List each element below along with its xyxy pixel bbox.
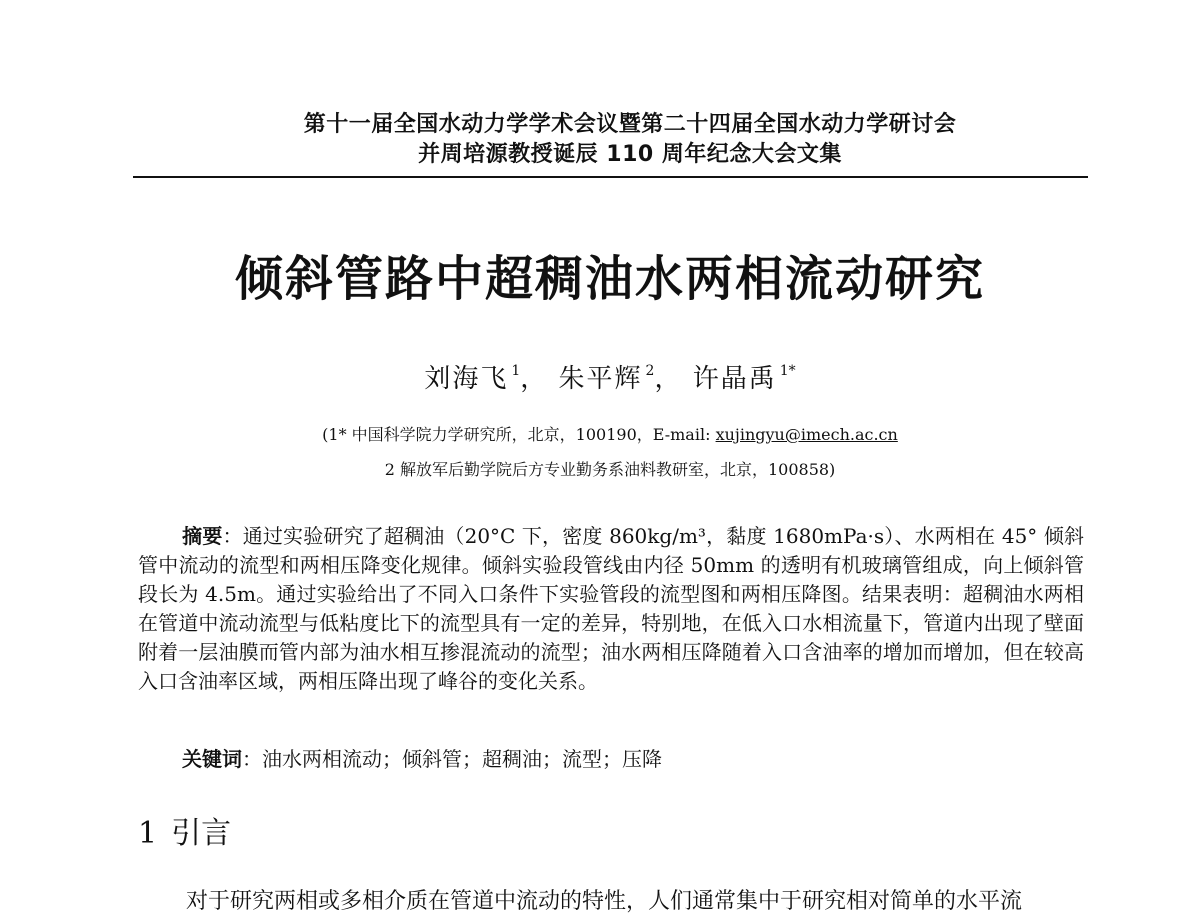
author-separator: ， <box>520 364 549 394</box>
section-number: 1 <box>138 816 158 851</box>
author-affiliation-mark: 1 <box>511 363 521 379</box>
section-heading <box>138 808 231 852</box>
abstract-text: ：通过实验研究了超稠油（20°C 下，密度 860kg/m³，黏度 1680mPa·s）、水两相在 45° 倾斜管中流动的流型和两相压降变化规律。倾斜实验段管线由内径 50mm 的透明有机玻璃管组成，向上倾斜管段长为 4.5m。通过实验给出了不同入口条件下实验管段的流型图和两相压降图。结果表明：超稠油水两相在管道中流动流型与低粘度比下的流型具有一定的差异，特别地，在低入口水相流量下，管道内出现了壁面附着一层油膜而管内部为油水相互掺混流动的流型；油水两相压降随着入口含油率的增加而增加，但在较高入口含油率区域，两相压降出现了峰谷的变化关系。 <box>138 524 1085 693</box>
affiliation-1 <box>0 422 1200 445</box>
keywords-text: ：油水两相流动；倾斜管；超稠油；流型；压降 <box>242 747 662 771</box>
proceedings-header <box>0 110 1200 170</box>
author-separator: ， <box>654 364 683 394</box>
affiliation-1-text: (1* 中国科学院力学研究所，北京，100190，E-mail: <box>322 425 716 444</box>
affiliation-2: 2 解放军后勤学院后方专业勤务系油料教研室，北京，100858) <box>384 460 836 479</box>
author-name: 许晶禹 <box>692 364 777 394</box>
abstract <box>138 522 1084 696</box>
author-affiliation-mark: 2 <box>645 363 655 379</box>
email-link[interactable]: xujingyu@imech.ac.cn <box>715 425 898 444</box>
abstract-label: 摘要 <box>182 524 223 548</box>
body-paragraph-start: 对于研究两相或多相介质在管道中流动的特性，人们通常集中于研究相对简单的水平流 <box>186 889 1023 914</box>
keywords-label: 关键词 <box>182 747 242 771</box>
author-affiliation-mark: 1* <box>779 363 796 379</box>
proceedings-title-line-1: 第十一届全国水动力学学术会议暨第二十四届全国水动力学研讨会 <box>303 112 957 137</box>
header-rule <box>133 176 1088 178</box>
author-list <box>0 358 1200 395</box>
proceedings-title-line-2: 并周培源教授诞辰 110 周年纪念大会文集 <box>418 142 842 167</box>
keywords <box>182 745 662 774</box>
section-title: 引言 <box>171 816 232 851</box>
paper-title: 倾斜管路中超稠油水两相流动研究 <box>234 251 985 307</box>
author-name: 刘海飞 <box>424 364 509 394</box>
author-name: 朱平辉 <box>558 364 643 394</box>
